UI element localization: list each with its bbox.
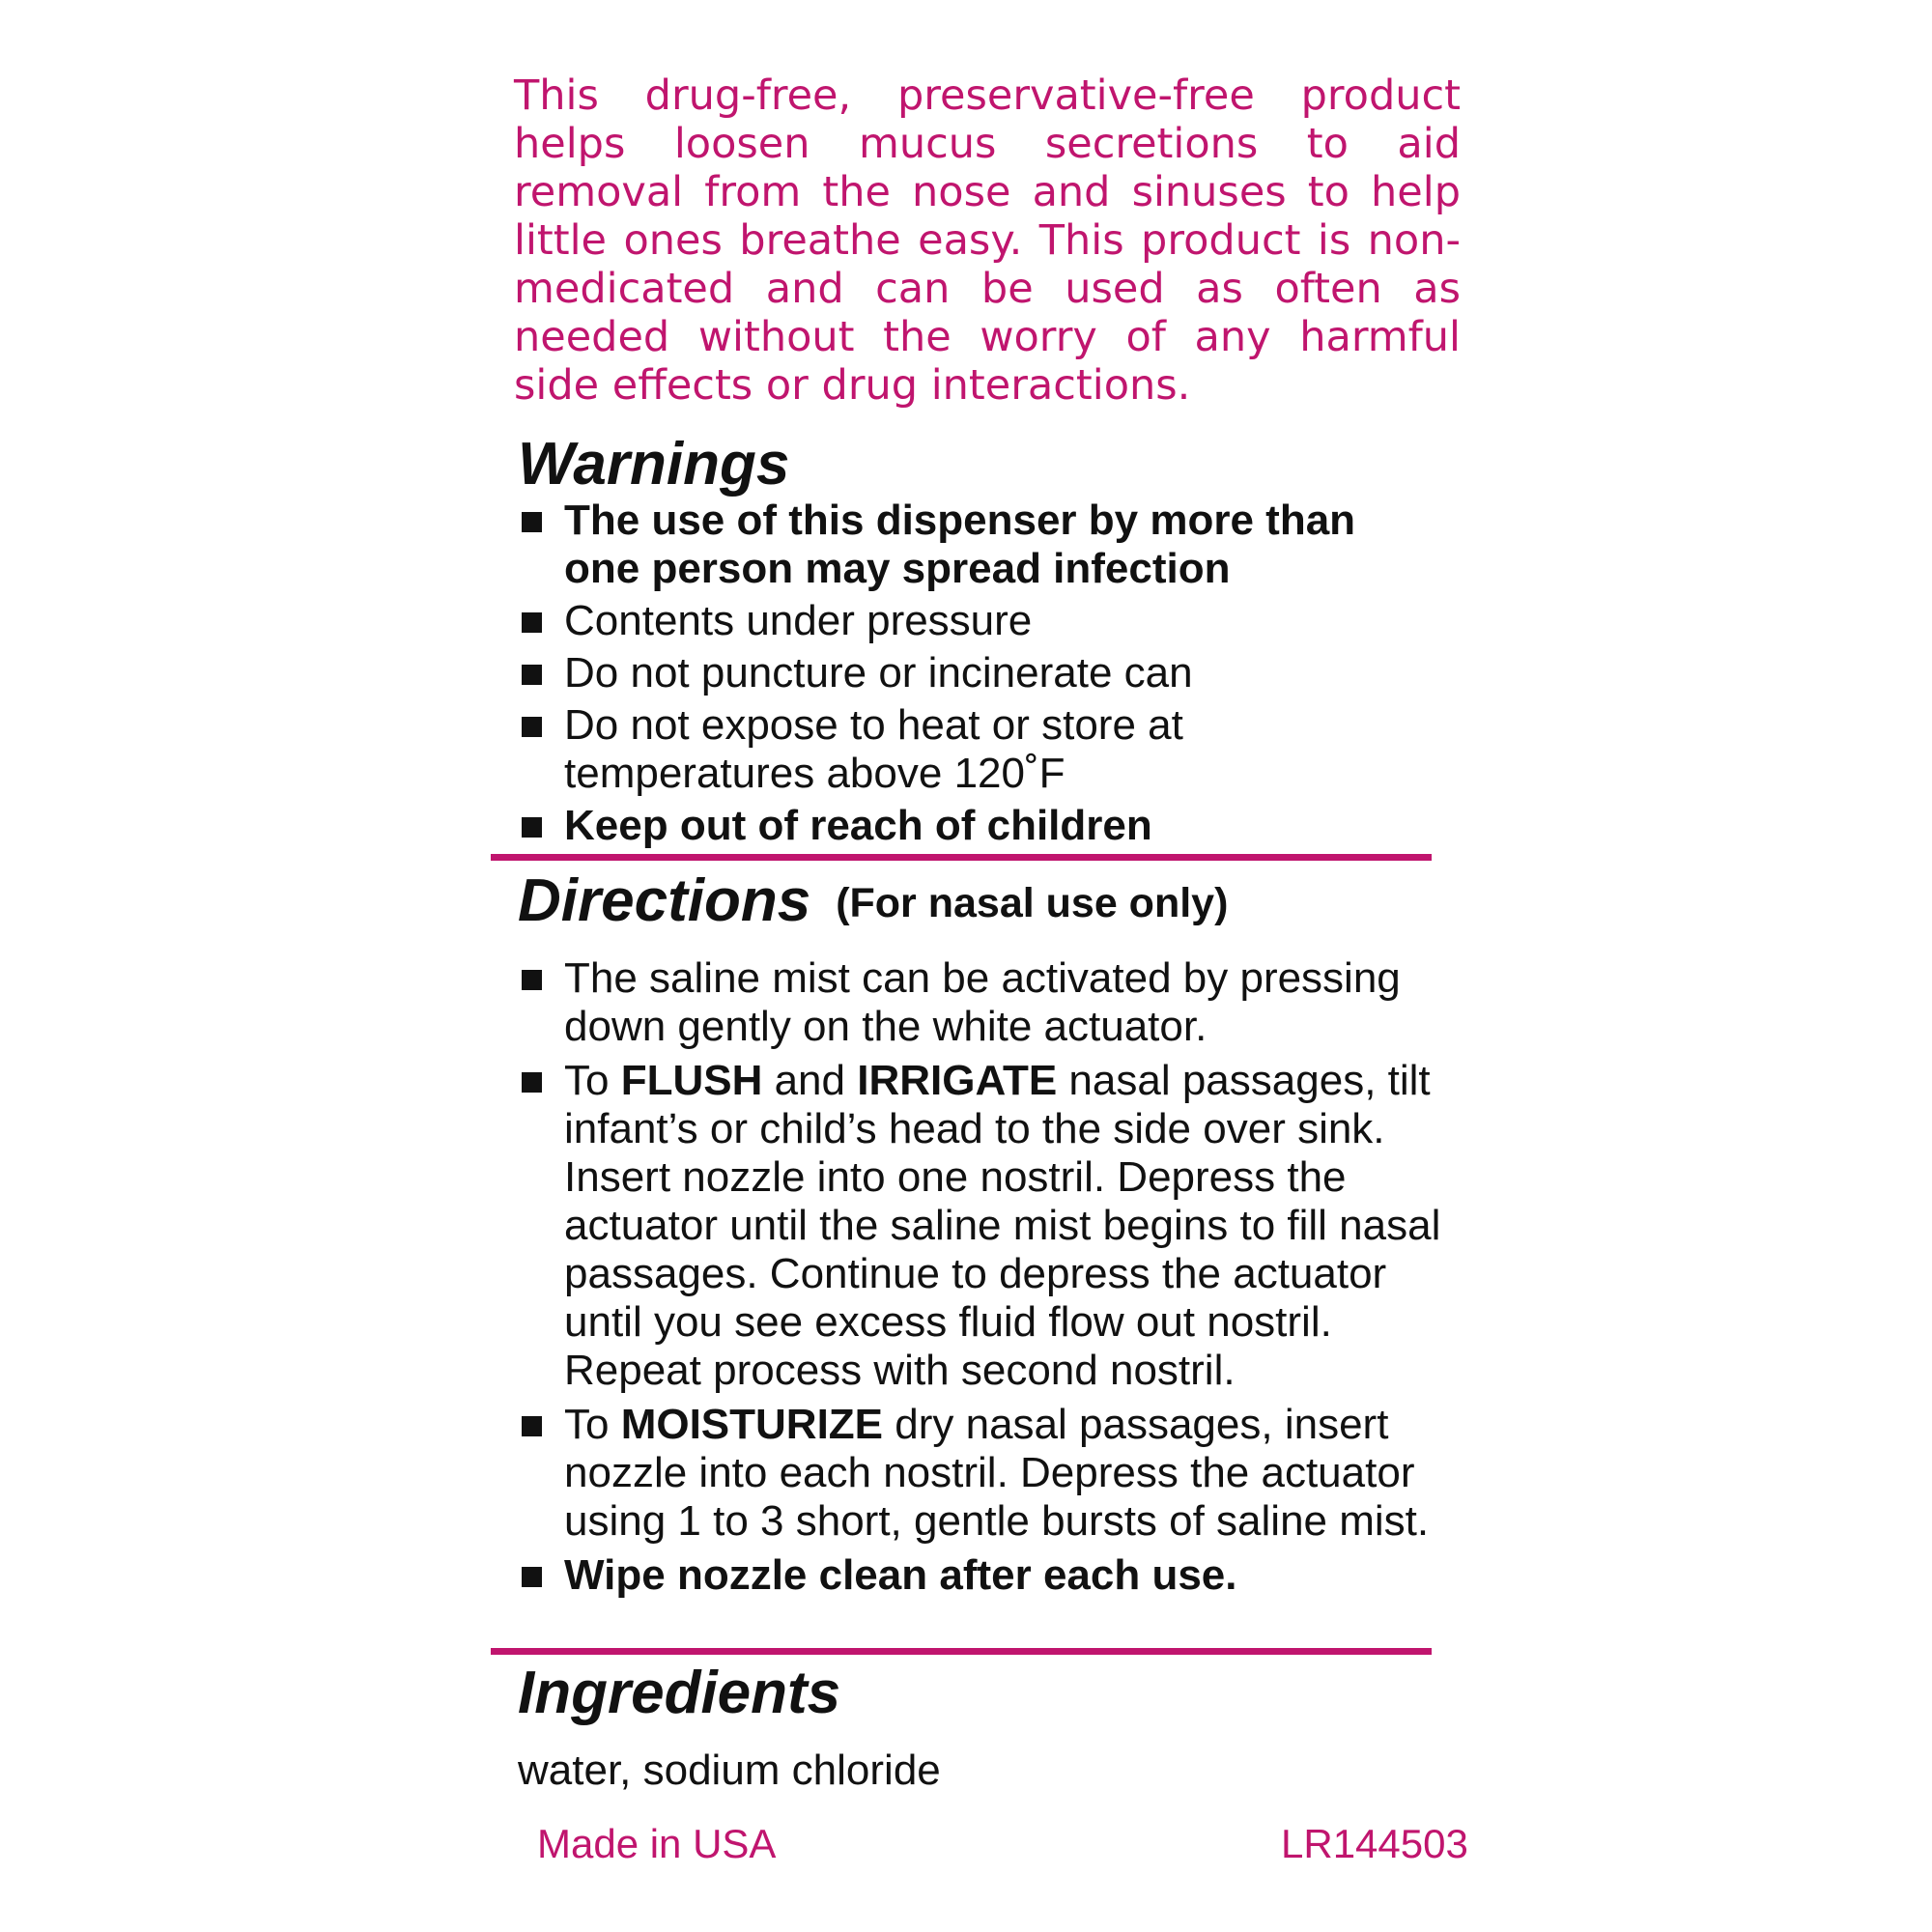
directions-note: (For nasal use only) <box>836 880 1229 926</box>
warning-item <box>518 649 1426 697</box>
directions-heading <box>518 867 1228 937</box>
directions-list <box>518 954 1445 1605</box>
square-bullet-icon <box>522 665 542 685</box>
warning-text: Do not expose to heat or store at temperatures above 120˚F <box>564 701 1183 797</box>
square-bullet-icon <box>522 612 542 633</box>
direction-item <box>518 1057 1445 1395</box>
ingredients-heading: Ingredients <box>518 1660 841 1726</box>
warning-item <box>518 597 1426 645</box>
ingredients-list: water, sodium chloride <box>518 1747 941 1794</box>
warnings-list <box>518 497 1426 854</box>
warnings-heading: Warnings <box>518 431 790 497</box>
country-of-origin: Made in USA <box>537 1821 777 1866</box>
direction-text-join: and <box>762 1057 858 1104</box>
warning-item <box>518 497 1414 593</box>
direction-item <box>518 954 1445 1051</box>
square-bullet-icon <box>522 1567 542 1587</box>
direction-emphasis: MOISTURIZE <box>620 1401 884 1448</box>
direction-text-lead: To <box>564 1057 621 1104</box>
direction-emphasis: IRRIGATE <box>857 1057 1058 1104</box>
direction-text-body: nasal passages, tilt infant’s or child’s head to the side over sink. Insert nozzle into one nostril. Depress the actuator until the saline mist begins to fill nasal passages. Continue to depress the actuator until you see excess fluid flow out nostril. Repeat process with second nostril. <box>564 1057 1441 1394</box>
section-divider <box>491 854 1432 861</box>
square-bullet-icon <box>522 717 542 737</box>
square-bullet-icon <box>522 1072 542 1093</box>
square-bullet-icon <box>522 817 542 838</box>
direction-text <box>564 1057 1440 1394</box>
square-bullet-icon <box>522 970 542 990</box>
square-bullet-icon <box>522 1416 542 1436</box>
direction-emphasis: FLUSH <box>620 1057 763 1104</box>
direction-text-body: dry nasal passages, insert nozzle into each nostril. Depress the actuator using 1 to 3 short, gentle bursts of saline mist. <box>564 1401 1430 1545</box>
square-bullet-icon <box>522 512 542 532</box>
warning-text: Contents under pressure <box>564 597 1033 644</box>
direction-item <box>518 1401 1445 1546</box>
product-description: This drug-free, preservative-free product helps loosen mucus secretions to aid removal from the nose and sinuses to help little ones breathe easy. This product is non-medicated and can be used as often as needed without the worry of any harmful side effects or drug interactions. <box>514 71 1461 410</box>
direction-text: Wipe nozzle clean after each use. <box>564 1551 1237 1599</box>
section-divider <box>491 1648 1432 1655</box>
warning-item <box>518 802 1426 850</box>
warning-text: Keep out of reach of children <box>564 802 1152 849</box>
warning-item <box>518 701 1318 798</box>
direction-text <box>564 1401 1429 1545</box>
warning-text: Do not puncture or incinerate can <box>564 649 1193 696</box>
label-code: LR144503 <box>1281 1821 1468 1866</box>
direction-text-lead: To <box>564 1401 621 1448</box>
direction-item <box>518 1551 1445 1600</box>
directions-title: Directions <box>518 867 811 934</box>
direction-text: The saline mist can be activated by pressing down gently on the white actuator. <box>564 954 1401 1050</box>
warning-text: The use of this dispenser by more than one person may spread infection <box>564 497 1356 592</box>
